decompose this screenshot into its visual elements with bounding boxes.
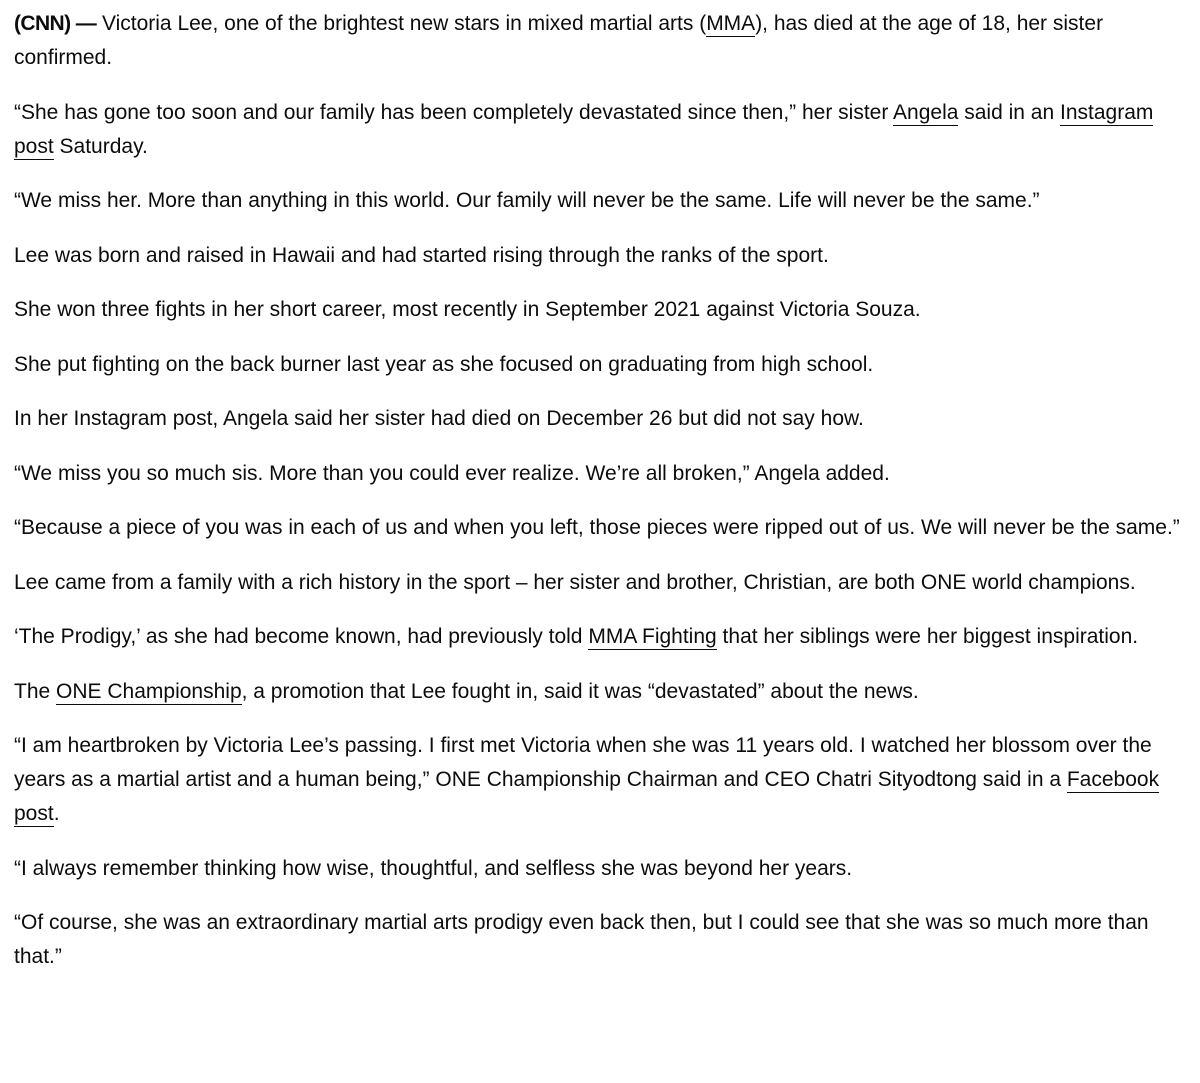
paragraph-text: The bbox=[14, 679, 57, 703]
paragraph-15: “Of course, she was an extraordinary martial arts prodigy even back then, but I could see that she was so much more than that.” bbox=[14, 911, 1149, 968]
link-angela[interactable]: Angela bbox=[893, 100, 959, 124]
link-instagram-post[interactable]: Instagram post bbox=[14, 100, 1154, 158]
paragraph-1 bbox=[14, 7, 1186, 75]
paragraph-6: She put fighting on the back burner last year as she focused on graduating from high school. bbox=[14, 352, 874, 376]
link-mma-fighting[interactable]: MMA Fighting bbox=[588, 625, 717, 648]
article-body bbox=[14, 7, 1186, 995]
paragraph-5: She won three fights in her short career, most recently in September 2021 against Victoria Souza. bbox=[14, 298, 921, 321]
link-mma[interactable]: MMA bbox=[706, 12, 756, 35]
link-one-championship[interactable]: ONE Championship bbox=[56, 679, 242, 703]
paragraph-10: Lee came from a family with a rich history in the sport – her sister and brother, Christian, are both ONE world champions. bbox=[14, 570, 1136, 594]
paragraph-text: , a promotion that Lee fought in, said it was “devastated” about the news. bbox=[241, 679, 919, 703]
paragraph-text: ), has died at the age of 18, her sister confirmed. bbox=[14, 12, 1104, 69]
paragraph-9: “Because a piece of you was in each of us and when you left, those pieces were ripped out of us. We will never be the same.” bbox=[14, 516, 1180, 539]
paragraph-text: . bbox=[53, 802, 60, 825]
paragraph-text: “I am heartbroken by Victoria Lee’s passing. I first met Victoria when she was 11 years old. I watched her blossom over the years as a martial artist and a human being,” ONE Championship Chairman and CEO Chatri Sityodtong said in a bbox=[14, 734, 1152, 791]
paragraph-text: ‘The Prodigy,’ as she had become known, had previously told bbox=[14, 625, 589, 648]
paragraph-text: Victoria Lee, one of the brightest new stars in mixed martial arts ( bbox=[96, 12, 707, 35]
paragraph-2 bbox=[14, 96, 1186, 164]
paragraph-text: that her siblings were her biggest inspiration. bbox=[716, 625, 1139, 648]
paragraph-7: In her Instagram post, Angela said her sister had died on December 26 but did not say how. bbox=[14, 407, 864, 430]
paragraph-12 bbox=[14, 675, 1186, 709]
paragraph-3: “We miss her. More than anything in this world. Our family will never be the same. Life will never be the same.” bbox=[14, 189, 1040, 212]
paragraph-14: “I always remember thinking how wise, thoughtful, and selfless she was beyond her years. bbox=[14, 856, 853, 880]
paragraph-8: “We miss you so much sis. More than you could ever realize. We’re all broken,” Angela added. bbox=[14, 461, 890, 485]
paragraph-13 bbox=[14, 729, 1186, 831]
paragraph-4: Lee was born and raised in Hawaii and had started rising through the ranks of the sport. bbox=[14, 243, 829, 267]
paragraph-text: “She has gone too soon and our family has been completely devastated since then,” her sister bbox=[14, 100, 894, 124]
paragraph-text: Saturday. bbox=[53, 134, 148, 158]
paragraph-11 bbox=[14, 620, 1186, 654]
paragraph-text: said in an bbox=[958, 100, 1060, 124]
source-label: (CNN) — bbox=[14, 12, 97, 35]
link-facebook-post[interactable]: Facebook post bbox=[14, 768, 1160, 825]
